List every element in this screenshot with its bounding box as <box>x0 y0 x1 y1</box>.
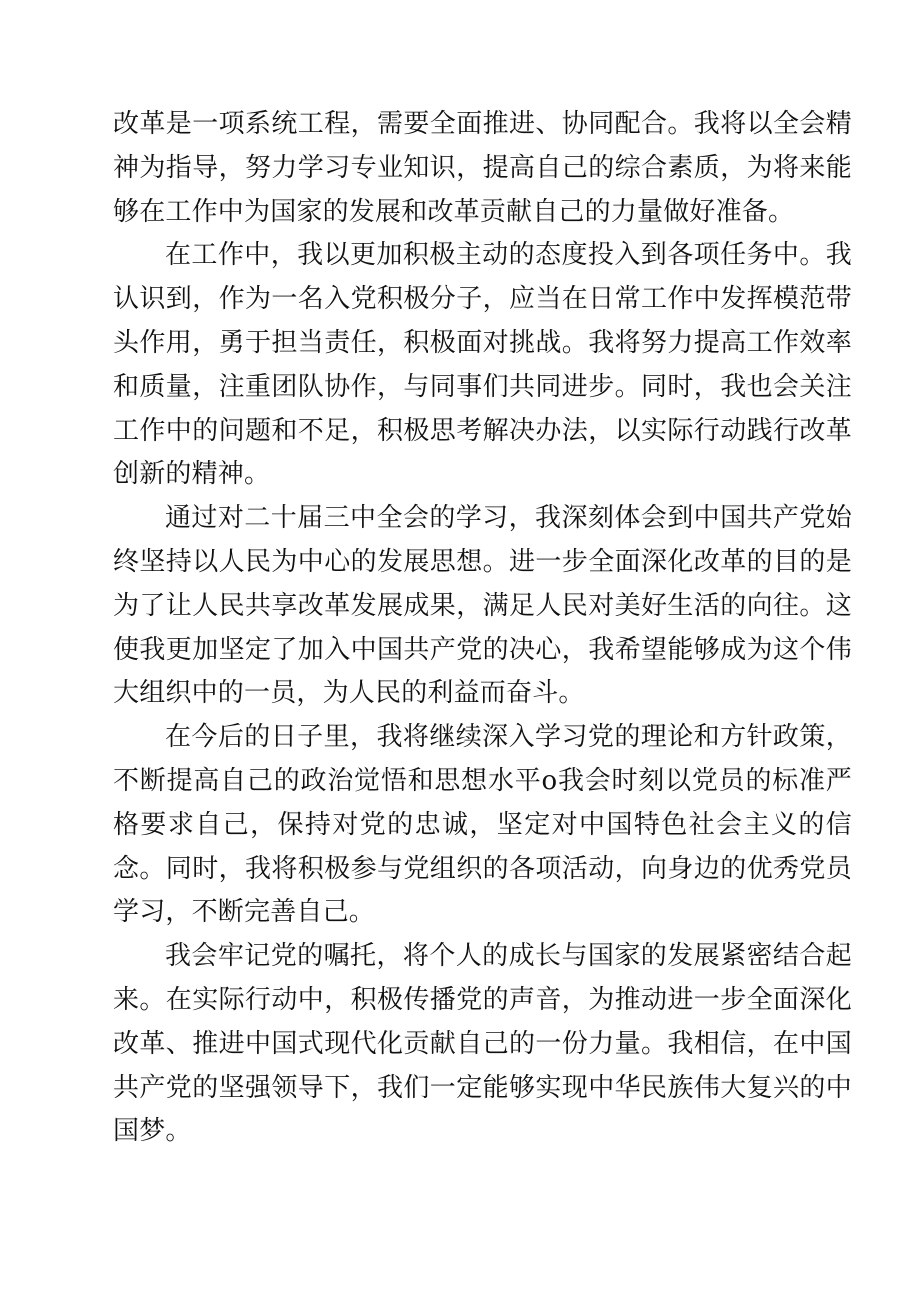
paragraph-3: 通过对二十届三中全会的学习，我深刻体会到中国共产党始终坚持以人民为中心的发展思想。进一步全面深化改革的目的是为了让人民共享改革发展成果，满足人民对美好生活的向往。这使我更加坚定了加入中国共产党的决心，我希望能够成为这个伟大组织中的一员，为人民的利益而奋斗。 <box>113 503 852 709</box>
paragraph-1: 改革是一项系统工程，需要全面推进、协同配合。我将以全会精神为指导，努力学习专业知识，提高自己的综合素质，为将来能够在工作中为国家的发展和改革贡献自己的力量做好准备。 <box>113 109 852 227</box>
paragraph-4: 在今后的日子里，我将继续深入学习党的理论和方针政策，不断提高自己的政治觉悟和思想水平o我会时刻以党员的标准严格要求自己，保持对党的忠诚，坚定对中国特色社会主义的信念。同时，我将积极参与党组织的各项活动，向身边的优秀党员学习，不断完善自己。 <box>113 722 852 928</box>
document-body <box>113 103 852 1154</box>
paragraph-2: 在工作中，我以更加积极主动的态度投入到各项任务中。我认识到，作为一名入党积极分子，应当在日常工作中发挥模范带头作用，勇于担当责任，积极面对挑战。我将努力提高工作效率和质量，注重团队协作，与同事们共同进步。同时，我也会关注工作中的问题和不足，积极思考解决办法，以实际行动践行改革创新的精神。 <box>113 240 852 490</box>
paragraph-5: 我会牢记党的嘱托，将个人的成长与国家的发展紧密结合起来。在实际行动中，积极传播党的声音，为推动进一步全面深化改革、推进中国式现代化贡献自己的一份力量。我相信，在中国共产党的坚强领导下，我们一定能够实现中华民族伟大复兴的中国梦。 <box>113 941 852 1147</box>
